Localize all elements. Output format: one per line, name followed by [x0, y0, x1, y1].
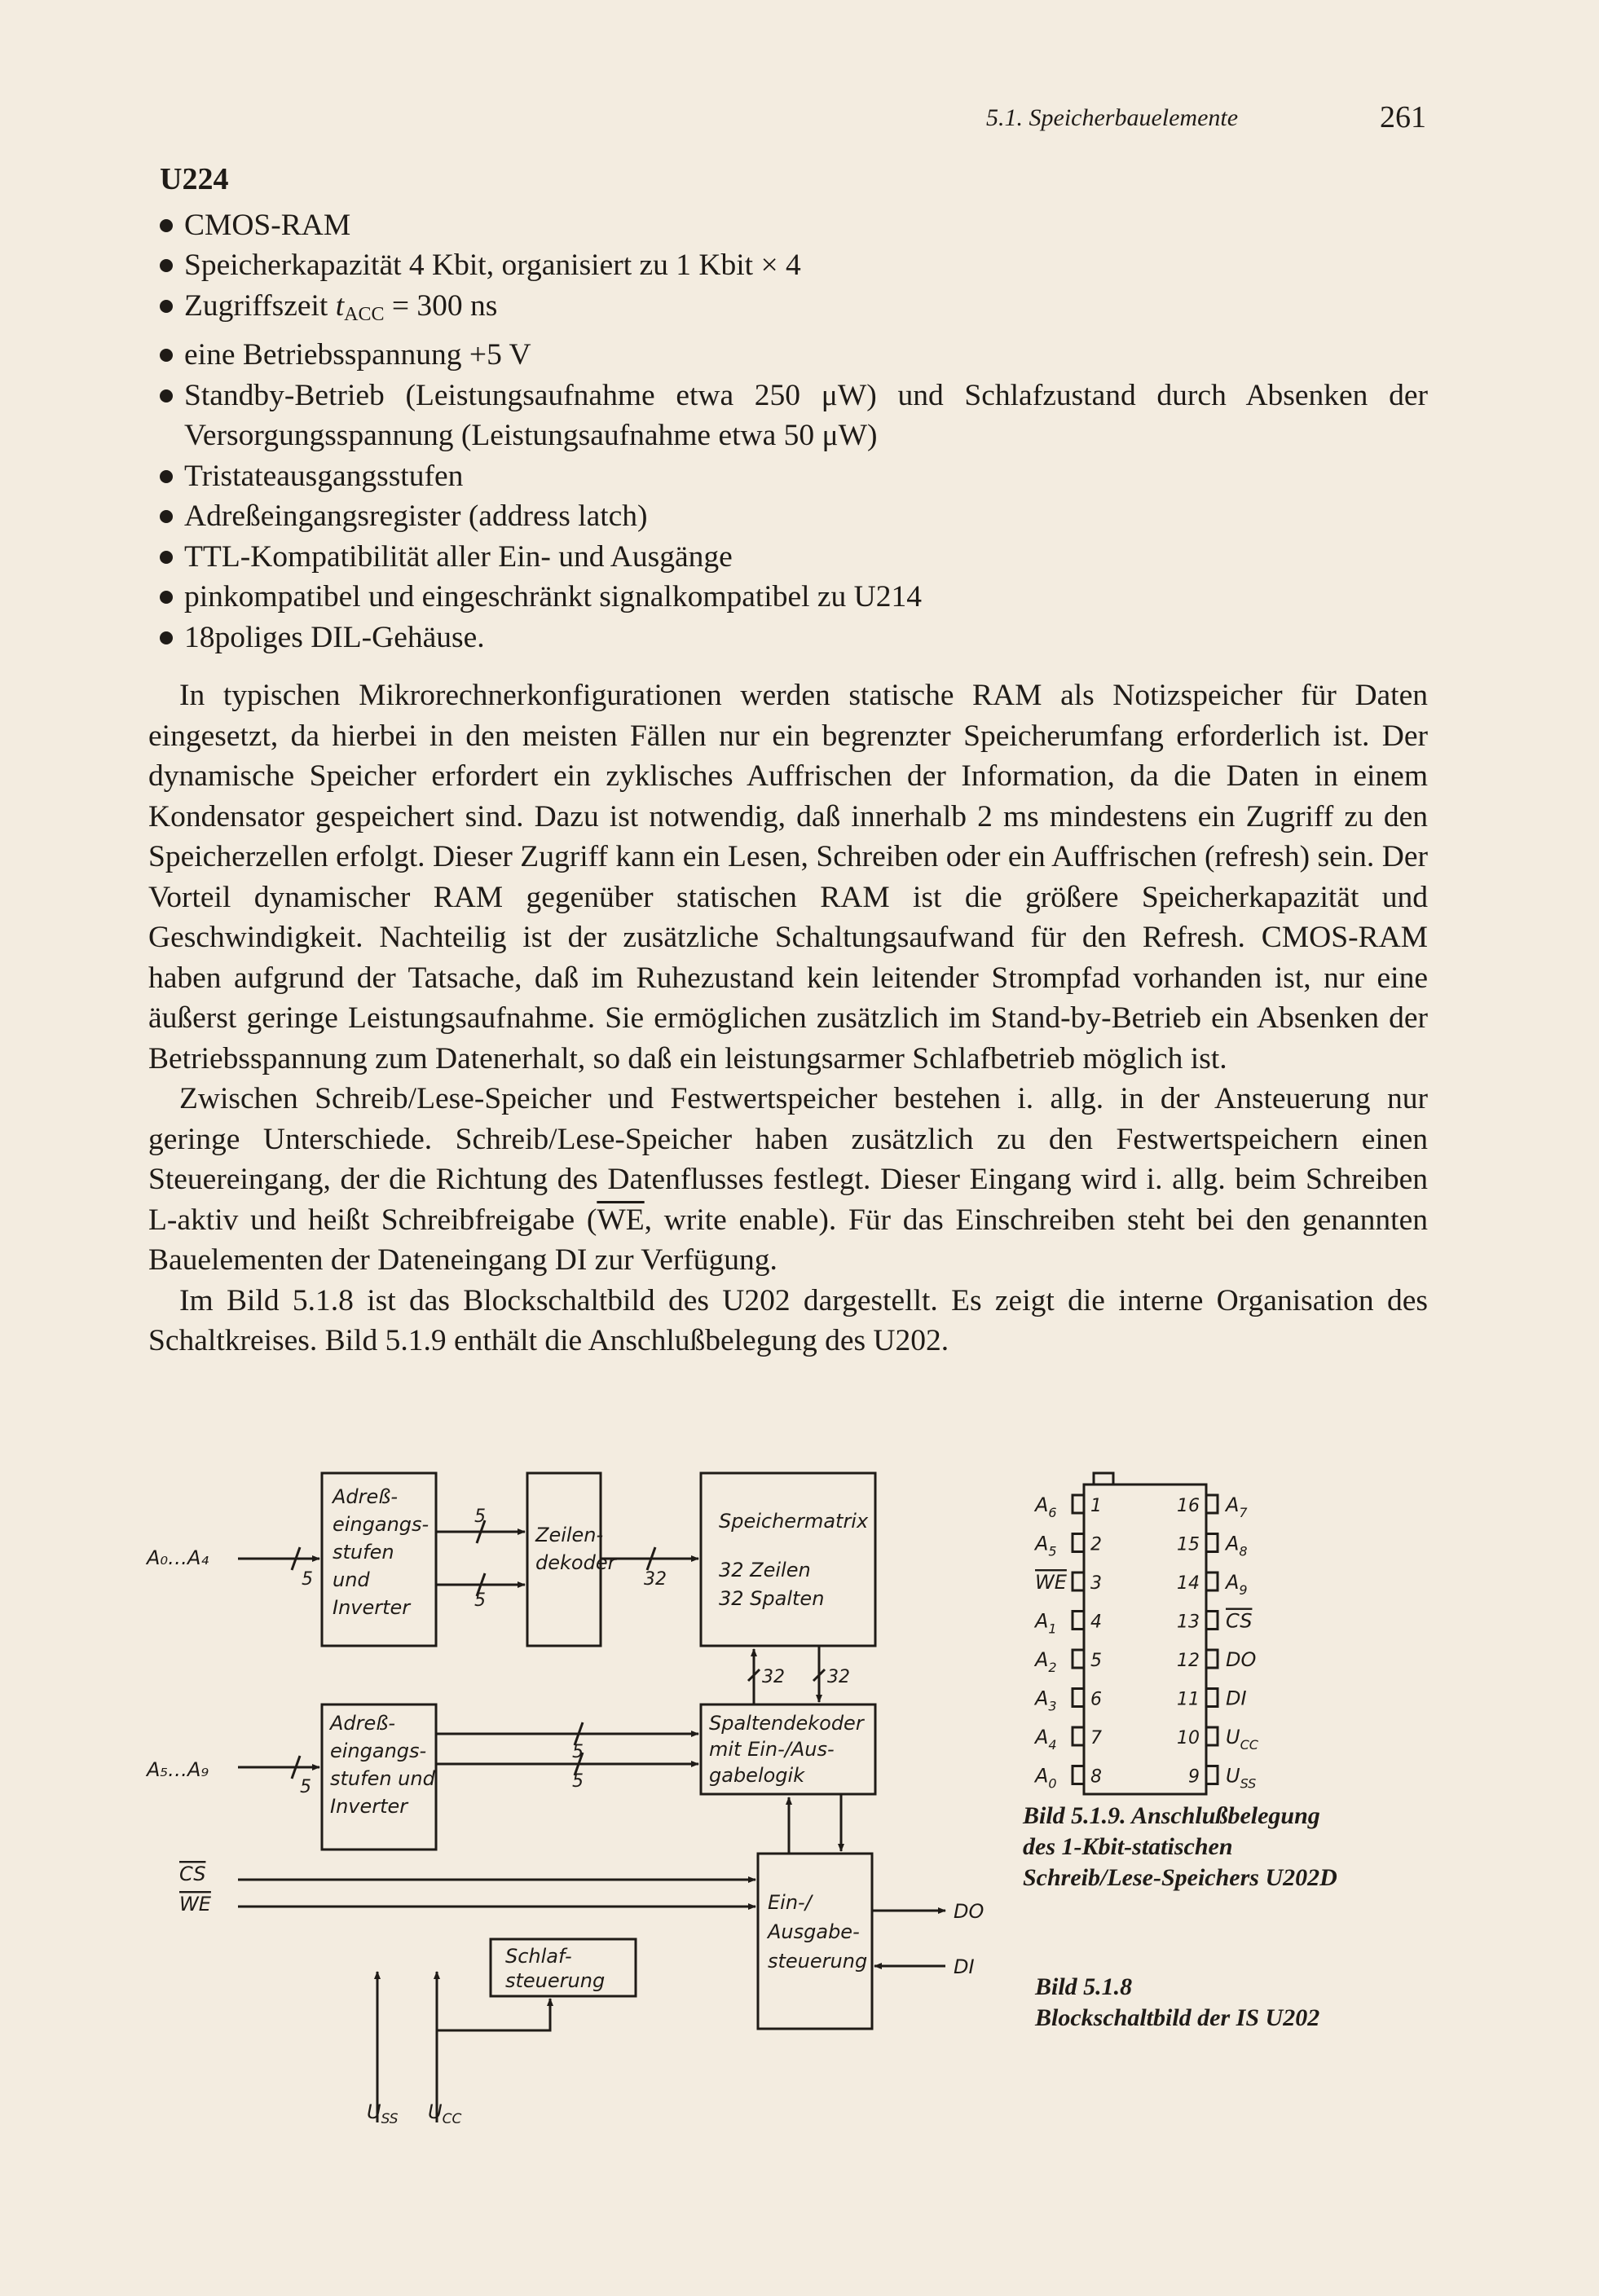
pin-name: DI [1226, 1687, 1247, 1710]
pin-stub [1206, 1650, 1218, 1668]
feature-item: CMOS-RAM [148, 205, 1428, 246]
addr-low-line-2: eingangs- [333, 1513, 429, 1536]
addr-high-line-3: stufen und [330, 1767, 435, 1790]
paragraph: In typischen Mikrorechnerkonfigurationen werden statische RAM als Notizspeicher für Daten eingesetzt, da hierbei in den meisten Fällen nur ein begrenzter Speicherumfang erforderlich ist. Der dynamische Speicher erfordert ein zyklisches Auffrischen der Information, da die Daten in einem Kondensator gespeichert sind. Dazu ist notwendig, daß innerhalb 2 ms mindestens ein Zugriff zu den Speicherzellen erfolgt. Dieser Zugriff kann ein Lesen, Schreiben oder ein Auffrischen (refresh) sein. Der Vorteil dynamischer RAM gegenüber statischen RAM ist die größere Speicherkapazität und Geschwindigkeit. Nachteilig ist der zusätzliche Schaltungsaufwand für den Refresh. CMOS-RAM haben aufgrund der Tatsache, daß im Ruhezustand kein leitender Strompfad vorhanden ist, nur eine äußerst geringe Leistungsaufnahme. Sie ermöglichen zusätzlich im Stand-by-Betrieb ein Absenken der Betriebsspannung zum Datenerhalt, so daß ein leistungsarmer Schlafbetrieb möglich ist. [148, 679, 1428, 1075]
bus-width: 5 [300, 1777, 311, 1797]
pin-number: 11 [1177, 1689, 1200, 1710]
we-signal: $\overline{WE}$ [597, 1203, 645, 1237]
caption-line: Bild 5.1.9. Anschlußbelegung [1023, 1802, 1320, 1829]
feature-item: Adreßeingangsregister (address latch) [148, 496, 1428, 537]
pin-number: 6 [1090, 1689, 1102, 1710]
vcc-label: $U_{CC}$ [428, 2100, 462, 2127]
addr-high-line-4: Inverter [330, 1795, 408, 1818]
body-text [148, 160, 1428, 1361]
feature-item: pinkompatibel und eingeschränkt signalkompatibel zu U214 [148, 577, 1428, 618]
di-label: DI [954, 1955, 975, 1978]
pin-number: 13 [1177, 1612, 1200, 1633]
feature-text: = 300 ns [384, 288, 498, 323]
pin-number: 14 [1177, 1573, 1200, 1594]
pin-name: $A_0$ [1035, 1764, 1057, 1792]
pin-name: $A_1$ [1035, 1609, 1057, 1637]
addr-high-line-2: eingangs- [330, 1740, 427, 1762]
column-decoder-line-2: mit Ein-/Aus- [709, 1738, 835, 1761]
pin-number: 8 [1090, 1766, 1102, 1788]
addr-low-line-4: und [333, 1568, 370, 1591]
column-decoder-line-1: Spaltendekoder [709, 1712, 864, 1735]
matrix-line-3: 32 Spalten [719, 1587, 825, 1610]
pin-name: $A_5$ [1035, 1532, 1057, 1559]
pin-number: 4 [1090, 1612, 1102, 1633]
pins-left [1033, 1493, 1102, 1792]
paragraph: Im Bild 5.1.8 ist das Blockschaltbild des U202 dargestellt. Es zeigt die interne Organisation des Schaltkreises. Bild 5.1.9 enthält die Anschlußbelegung des U202. [148, 1283, 1428, 1357]
bus-width: 5 [474, 1590, 486, 1611]
pin-stub [1073, 1495, 1084, 1513]
pin-number: 15 [1177, 1534, 1200, 1555]
pin-name: WE [1035, 1571, 1067, 1594]
caption-fig-5-1-9 [1023, 1801, 1337, 1894]
pin-stub [1206, 1766, 1218, 1784]
header-section-title: 5.1. Speicherbauelemente [986, 104, 1239, 131]
vcc-to-sleep-line [437, 1999, 550, 2030]
row-decoder-line-1: Zeilen- [535, 1524, 604, 1546]
symbol-subscript: ACC [344, 303, 385, 325]
figure-area [139, 1462, 1443, 2155]
caption-line: Blockschaltbild der IS U202 [1035, 2004, 1320, 2031]
pin-stub [1073, 1766, 1084, 1784]
pin-name: $A_8$ [1226, 1532, 1248, 1559]
pin-stub [1073, 1727, 1084, 1745]
do-label: DO [954, 1900, 985, 1923]
pin-number: 9 [1188, 1766, 1200, 1788]
sleep-control-line-2: steuerung [505, 1969, 606, 1992]
pin-number: 2 [1090, 1534, 1102, 1555]
device-title: U224 [160, 162, 229, 196]
addr-low-line-5: Inverter [333, 1596, 411, 1619]
a-high-label: A₅…A₉ [147, 1758, 209, 1781]
pin-stub [1206, 1495, 1218, 1513]
pin-name: $A_4$ [1035, 1726, 1057, 1753]
paragraph-text: , write enable). Für das Einschreiben steht bei den genannten Bauelementen der Dateneingang DI zur Verfügung. [148, 1203, 1428, 1277]
pin-stub [1206, 1572, 1218, 1590]
pin-name: $A_7$ [1226, 1493, 1248, 1520]
feature-item: TTL-Kompatibilität aller Ein- und Ausgänge [148, 537, 1428, 578]
bus-width: 32 [827, 1667, 850, 1687]
feature-item: Tristateausgangsstufen [148, 456, 1428, 497]
caption-line: Bild 5.1.8 [1035, 1973, 1133, 2000]
feature-text: Zugriffszeit [184, 288, 336, 323]
pin-stub [1206, 1727, 1218, 1745]
page-number: 261 [1380, 100, 1426, 134]
addr-low-line-1: Adreß- [333, 1485, 399, 1508]
pins-right [1177, 1493, 1259, 1792]
bus-width: 32 [644, 1569, 667, 1590]
pin-name: $A_3$ [1035, 1687, 1057, 1714]
caption-line: des 1-Kbit-statischen [1023, 1833, 1233, 1860]
pin-name: $U_{CC}$ [1226, 1726, 1258, 1753]
io-control-line-3: steuerung [768, 1950, 868, 1973]
io-control-line-1: Ein-/ [768, 1891, 812, 1914]
feature-list [148, 205, 1428, 658]
caption-fig-5-1-8 [1035, 1972, 1319, 2034]
bus-width: 5 [572, 1771, 584, 1792]
row-decoder-line-2: dekoder [535, 1551, 616, 1574]
vss-label: $U_{SS}$ [367, 2100, 399, 2127]
sleep-control-line-1: Schlaf- [505, 1945, 572, 1968]
pin-number: 5 [1090, 1651, 1102, 1671]
bus-width: 5 [474, 1506, 486, 1527]
paragraph [148, 1079, 1428, 1281]
pin-name: $A_6$ [1035, 1493, 1057, 1520]
pin-name: $U_{SS}$ [1226, 1764, 1257, 1792]
pin-stub [1206, 1612, 1218, 1630]
pin-number: 10 [1177, 1728, 1200, 1748]
feature-item: eine Betriebsspannung +5 V [148, 335, 1428, 376]
cs-label: CS [179, 1863, 206, 1885]
pin-stub [1073, 1650, 1084, 1668]
matrix-line-2: 32 Zeilen [719, 1559, 811, 1581]
pin-name: $A_9$ [1226, 1571, 1248, 1598]
running-header [986, 100, 1426, 145]
addr-high-line-1: Adreß- [330, 1712, 396, 1735]
pin-stub [1206, 1534, 1218, 1552]
pin-number: 7 [1090, 1728, 1102, 1748]
pin-number: 12 [1177, 1651, 1200, 1671]
feature-item [148, 286, 1428, 336]
we-label: WE [179, 1893, 211, 1916]
feature-item: Speicherkapazität 4 Kbit, organisiert zu 1 Kbit × 4 [148, 245, 1428, 286]
pin-stub [1206, 1689, 1218, 1707]
bus-width: 5 [572, 1742, 584, 1762]
io-control-line-2: Ausgabe- [768, 1920, 860, 1943]
paragraph-text: Zwischen Schreib/Lese-Speicher und Festwertspeicher bestehen i. allg. in der Ansteuerung nur geringe Unterschiede. Schreib/Lese-Speicher haben zusätzlich zu den Festwertspeichern einen Steuereingang, der die Richtung des Datenflusses festlegt. Dieser Eingang wird i. allg. beim Schreiben L-aktiv und heißt Schreibfreigabe ( [148, 1082, 1428, 1237]
pin-stub [1073, 1689, 1084, 1707]
pin-number: 16 [1177, 1496, 1200, 1516]
ic-notch [1094, 1473, 1113, 1484]
feature-item: Standby-Betrieb (Leistungsaufnahme etwa 250 μW) und Schlafzustand durch Absenken der Versorgungsspannung (Leistungsaufnahme etwa 50 μW) [148, 376, 1428, 456]
pin-number: 3 [1090, 1573, 1102, 1594]
a-low-label: A₀…A₄ [147, 1546, 209, 1569]
feature-item: 18poliges DIL-Gehäuse. [148, 618, 1428, 658]
pin-stub [1073, 1534, 1084, 1552]
addr-low-line-3: stufen [333, 1541, 394, 1564]
pin-number: 1 [1090, 1496, 1102, 1516]
column-decoder-line-3: gabelogik [709, 1764, 805, 1787]
pin-name: $A_2$ [1035, 1648, 1057, 1675]
symbol-t: t [335, 288, 345, 323]
pin-name: CS [1226, 1609, 1253, 1633]
caption-line: Schreib/Lese-Speichers U202D [1023, 1864, 1337, 1891]
pin-stub [1073, 1612, 1084, 1630]
bus-width: 32 [762, 1667, 785, 1687]
pin-name: DO [1226, 1648, 1257, 1671]
matrix-line-1: Speichermatrix [719, 1510, 869, 1533]
pin-stub [1073, 1572, 1084, 1590]
bus-width: 5 [302, 1569, 313, 1590]
